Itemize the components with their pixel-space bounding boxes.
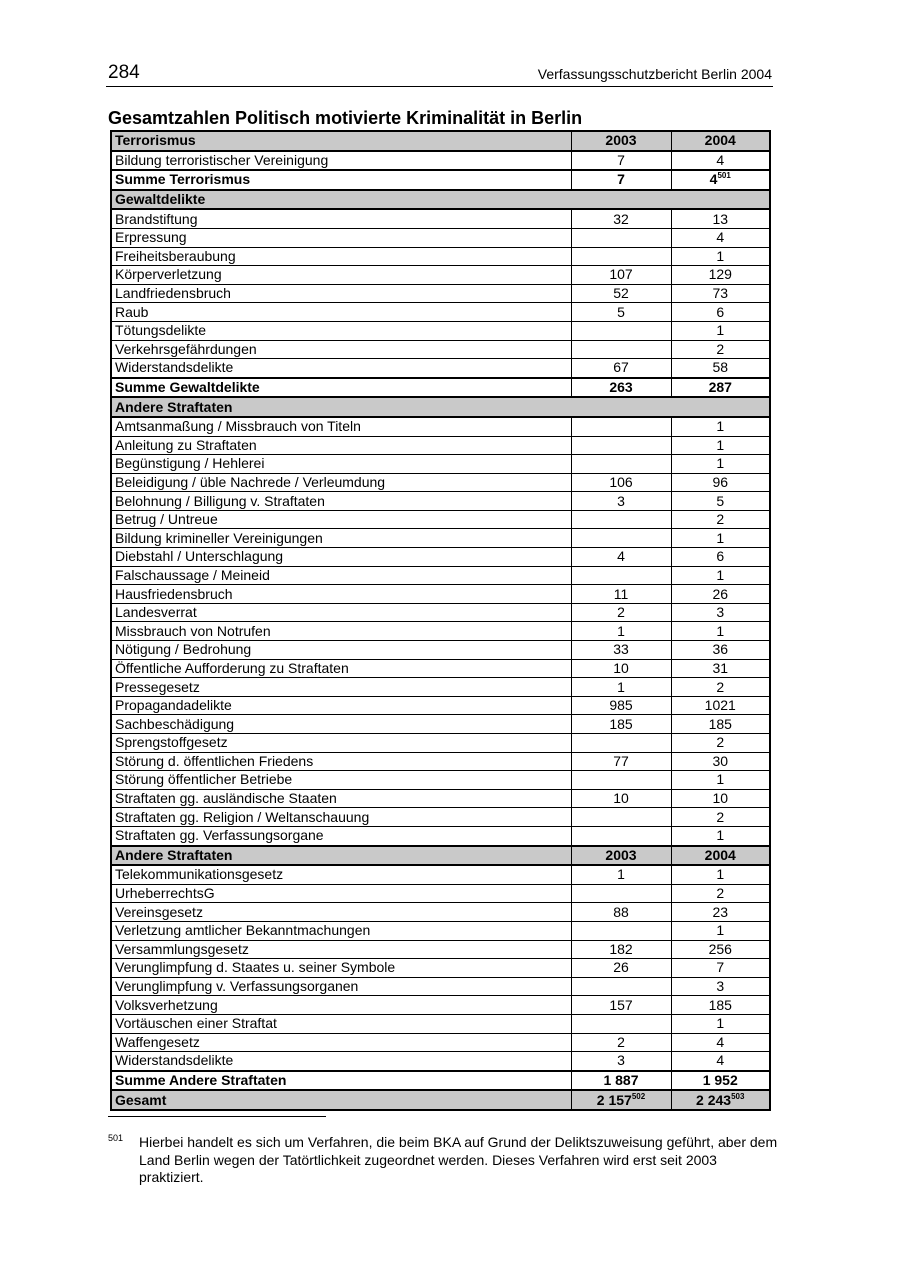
table-row bbox=[111, 417, 770, 436]
table-row bbox=[111, 529, 770, 548]
value-2003: 11 bbox=[571, 585, 671, 604]
row-label: Hausfriedensbruch bbox=[111, 585, 571, 604]
value-2004: 2004 bbox=[671, 846, 770, 866]
value-2004: 6 bbox=[671, 303, 770, 322]
value-2003: 3 bbox=[571, 492, 671, 511]
row-label: Telekommunikationsgesetz bbox=[111, 865, 571, 884]
value-2003: 1 bbox=[571, 622, 671, 641]
value-2003 bbox=[571, 321, 671, 340]
row-label: Vereinsgesetz bbox=[111, 903, 571, 922]
row-label: Begünstigung / Hehlerei bbox=[111, 455, 571, 474]
value-2003 bbox=[571, 771, 671, 790]
value-2004: 58 bbox=[671, 359, 770, 378]
value-2004: 1 bbox=[671, 455, 770, 474]
row-label: Summe Gewaltdelikte bbox=[111, 378, 571, 398]
value-2003 bbox=[571, 826, 671, 845]
row-label: Anleitung zu Straftaten bbox=[111, 436, 571, 455]
footnote-reference: 501 bbox=[717, 171, 731, 181]
value-2004: 36 bbox=[671, 641, 770, 660]
value-2004: 1 bbox=[671, 921, 770, 940]
value-2004: 73 bbox=[671, 284, 770, 303]
row-label: Pressegesetz bbox=[111, 678, 571, 697]
row-label: Bildung terroristischer Vereinigung bbox=[111, 151, 571, 171]
value-2004: 1 bbox=[671, 865, 770, 884]
value-2004: 96 bbox=[671, 473, 770, 492]
table-row bbox=[111, 1052, 770, 1071]
value-2003: 263 bbox=[571, 378, 671, 398]
value-2004: 26 bbox=[671, 585, 770, 604]
table-row bbox=[111, 734, 770, 753]
value-2003: 52 bbox=[571, 284, 671, 303]
row-label: Amtsanmaßung / Missbrauch von Titeln bbox=[111, 417, 571, 436]
header-row bbox=[111, 846, 770, 866]
row-label: Versammlungsgesetz bbox=[111, 940, 571, 959]
value-2004: 287 bbox=[671, 378, 770, 398]
row-label: Straftaten gg. Religion / Weltanschauung bbox=[111, 808, 571, 827]
row-label: Falschaussage / Meineid bbox=[111, 566, 571, 585]
table-row bbox=[111, 566, 770, 585]
value-2003 bbox=[571, 808, 671, 827]
value-2003 bbox=[571, 340, 671, 359]
table-row bbox=[111, 303, 770, 322]
value-2004: 4 bbox=[671, 228, 770, 247]
row-label: Beleidigung / üble Nachrede / Verleumdung bbox=[111, 473, 571, 492]
table-row bbox=[111, 659, 770, 678]
table-row bbox=[111, 548, 770, 567]
value-2003 bbox=[571, 566, 671, 585]
table-row bbox=[111, 826, 770, 845]
value-2004: 30 bbox=[671, 752, 770, 771]
table-row bbox=[111, 678, 770, 697]
table-row bbox=[111, 603, 770, 622]
value-2003 bbox=[571, 529, 671, 548]
row-label: Verkehrsgefährdungen bbox=[111, 340, 571, 359]
row-label: Volksverhetzung bbox=[111, 996, 571, 1015]
table-row bbox=[111, 622, 770, 641]
row-label: Straftaten gg. Verfassungsorgane bbox=[111, 826, 571, 845]
row-label: Störung öffentlicher Betriebe bbox=[111, 771, 571, 790]
footnote-reference: 503 bbox=[731, 1091, 745, 1101]
value-2003: 106 bbox=[571, 473, 671, 492]
row-label: Sprengstoffgesetz bbox=[111, 734, 571, 753]
table-row bbox=[111, 884, 770, 903]
table-row bbox=[111, 771, 770, 790]
row-label: Erpressung bbox=[111, 228, 571, 247]
value-2003 bbox=[571, 455, 671, 474]
row-label: Propagandadelikte bbox=[111, 696, 571, 715]
table-row bbox=[111, 1014, 770, 1033]
statistics-table bbox=[110, 130, 771, 1111]
table-row bbox=[111, 940, 770, 959]
value-2003: 88 bbox=[571, 903, 671, 922]
table-row bbox=[111, 921, 770, 940]
value-2004: 1 bbox=[671, 622, 770, 641]
table-row bbox=[111, 959, 770, 978]
table-row bbox=[111, 228, 770, 247]
footnote-mark: 501 bbox=[108, 1133, 124, 1143]
value-2003: 2 $157^{502}$ bbox=[571, 1090, 671, 1110]
table-row bbox=[111, 284, 770, 303]
value-2004: 256 bbox=[671, 940, 770, 959]
section-header-row bbox=[111, 397, 770, 417]
value-2003: 985 bbox=[571, 696, 671, 715]
row-label: Tötungsdelikte bbox=[111, 321, 571, 340]
value-2003: 33 bbox=[571, 641, 671, 660]
footnote-text: Hierbei handelt es sich um Verfahren, die beim BKA auf Grund der Deliktszuweisung geführt, aber dem Land Berlin wegen der Tatörtlichkeit zugeordnet werden. Dieses Verfahren wird erst seit 2003 praktiziert. bbox=[139, 1134, 778, 1185]
row-label: Brandstiftung bbox=[111, 209, 571, 228]
table-row bbox=[111, 808, 770, 827]
value-2003: 10 bbox=[571, 659, 671, 678]
row-label: Betrug / Untreue bbox=[111, 510, 571, 529]
value-2003 bbox=[571, 734, 671, 753]
value-2004: 1 952 bbox=[671, 1071, 770, 1091]
value-2003 bbox=[571, 417, 671, 436]
row-label: Waffengesetz bbox=[111, 1033, 571, 1052]
row-label: Widerstandsdelikte bbox=[111, 1052, 571, 1071]
sum-row bbox=[111, 378, 770, 398]
running-head: Verfassungsschutzbericht Berlin 2004 bbox=[537, 66, 772, 82]
total-row bbox=[111, 1090, 770, 1110]
table-row bbox=[111, 585, 770, 604]
value-2003: 5 bbox=[571, 303, 671, 322]
value-2003: 10 bbox=[571, 789, 671, 808]
value-2003: 32 bbox=[571, 209, 671, 228]
table-row bbox=[111, 436, 770, 455]
value-2004: 23 bbox=[671, 903, 770, 922]
value-2003 bbox=[571, 921, 671, 940]
row-label: Vortäuschen einer Straftat bbox=[111, 1014, 571, 1033]
value-2003: 7 bbox=[571, 151, 671, 171]
value-2004: 5 bbox=[671, 492, 770, 511]
value-2004: 1 bbox=[671, 529, 770, 548]
value-2003 bbox=[571, 247, 671, 266]
value-2003: 1 bbox=[571, 678, 671, 697]
table-row bbox=[111, 510, 770, 529]
value-2004: 1 bbox=[671, 1014, 770, 1033]
row-label: Bildung krimineller Vereinigungen bbox=[111, 529, 571, 548]
row-label: Widerstandsdelikte bbox=[111, 359, 571, 378]
row-label: Landesverrat bbox=[111, 603, 571, 622]
value-2004: 1 bbox=[671, 321, 770, 340]
section-header-row bbox=[111, 190, 770, 210]
row-label: Straftaten gg. ausländische Staaten bbox=[111, 789, 571, 808]
row-label: Gewaltdelikte bbox=[111, 190, 770, 210]
table-row bbox=[111, 321, 770, 340]
table-row bbox=[111, 340, 770, 359]
table-row bbox=[111, 492, 770, 511]
value-2004: 4 bbox=[671, 1033, 770, 1052]
value-2004: 1021 bbox=[671, 696, 770, 715]
row-label: Missbrauch von Notrufen bbox=[111, 622, 571, 641]
value-2003: 2 bbox=[571, 603, 671, 622]
row-label: Terrorismus bbox=[111, 131, 571, 151]
table-row bbox=[111, 865, 770, 884]
row-label: Andere Straftaten bbox=[111, 397, 770, 417]
value-2003: 2003 bbox=[571, 846, 671, 866]
row-label: Freiheitsberaubung bbox=[111, 247, 571, 266]
value-2004: 7 bbox=[671, 959, 770, 978]
row-label: UrheberrechtsG bbox=[111, 884, 571, 903]
row-label: Landfriedensbruch bbox=[111, 284, 571, 303]
table-row bbox=[111, 473, 770, 492]
value-2003: 1 887 bbox=[571, 1071, 671, 1091]
value-2004: 185 bbox=[671, 715, 770, 734]
value-2003: 1 bbox=[571, 865, 671, 884]
value-2003: 3 bbox=[571, 1052, 671, 1071]
value-2004: 2 bbox=[671, 734, 770, 753]
value-2004: 2 bbox=[671, 340, 770, 359]
row-label: Verletzung amtlicher Bekanntmachungen bbox=[111, 921, 571, 940]
value-2004: 2 bbox=[671, 884, 770, 903]
table-row bbox=[111, 1033, 770, 1052]
table-row bbox=[111, 151, 770, 171]
value-2004: 1 bbox=[671, 826, 770, 845]
sum-row bbox=[111, 1071, 770, 1091]
row-label: Störung d. öffentlichen Friedens bbox=[111, 752, 571, 771]
table-row bbox=[111, 789, 770, 808]
value-2004: 129 bbox=[671, 266, 770, 285]
table-row bbox=[111, 715, 770, 734]
row-label: Verunglimpfung v. Verfassungsorganen bbox=[111, 977, 571, 996]
row-label: Summe Terrorismus bbox=[111, 170, 571, 190]
table-row bbox=[111, 903, 770, 922]
row-label: Diebstahl / Unterschlagung bbox=[111, 548, 571, 567]
value-2004: 185 bbox=[671, 996, 770, 1015]
row-label: Gesamt bbox=[111, 1090, 571, 1110]
table-row bbox=[111, 996, 770, 1015]
value-2003: 2 bbox=[571, 1033, 671, 1052]
header-rule bbox=[106, 86, 773, 87]
table-row bbox=[111, 977, 770, 996]
value-2004: 31 bbox=[671, 659, 770, 678]
footnote-reference: 502 bbox=[631, 1091, 646, 1101]
value-2004: 1 bbox=[671, 771, 770, 790]
value-2004: 4 bbox=[671, 151, 770, 171]
value-2003: 67 bbox=[571, 359, 671, 378]
value-2004: 1 bbox=[671, 436, 770, 455]
value-2004: 2 $243^{503}$ bbox=[671, 1090, 770, 1110]
value-2003: 4 bbox=[571, 548, 671, 567]
sum-row bbox=[111, 170, 770, 190]
value-2003 bbox=[571, 884, 671, 903]
row-label: Belohnung / Billigung v. Straftaten bbox=[111, 492, 571, 511]
row-label: Raub bbox=[111, 303, 571, 322]
value-2003: 157 bbox=[571, 996, 671, 1015]
row-label: Andere Straftaten bbox=[111, 846, 571, 866]
value-2003: 7 bbox=[571, 170, 671, 190]
header-row bbox=[111, 131, 770, 151]
value-2004: 2 bbox=[671, 510, 770, 529]
value-2003: 185 bbox=[571, 715, 671, 734]
table-title: Gesamtzahlen Politisch motivierte Kriminalität in Berlin bbox=[108, 108, 583, 128]
value-2004: 2004 bbox=[671, 131, 770, 151]
row-label: Körperverletzung bbox=[111, 266, 571, 285]
table-row bbox=[111, 455, 770, 474]
row-label: Öffentliche Aufforderung zu Straftaten bbox=[111, 659, 571, 678]
value-2003: 107 bbox=[571, 266, 671, 285]
value-2003 bbox=[571, 436, 671, 455]
table-row bbox=[111, 266, 770, 285]
value-2004: 3 bbox=[671, 977, 770, 996]
value-2003 bbox=[571, 1014, 671, 1033]
row-label: Verunglimpfung d. Staates u. seiner Symbole bbox=[111, 959, 571, 978]
table-row bbox=[111, 209, 770, 228]
value-2003: 77 bbox=[571, 752, 671, 771]
value-2003: 2003 bbox=[571, 131, 671, 151]
table-row bbox=[111, 359, 770, 378]
table-row bbox=[111, 641, 770, 660]
table-row bbox=[111, 752, 770, 771]
row-label: Nötigung / Bedrohung bbox=[111, 641, 571, 660]
value-2003: 182 bbox=[571, 940, 671, 959]
row-label: Summe Andere Straftaten bbox=[111, 1071, 571, 1091]
footnote-rule bbox=[108, 1116, 326, 1117]
row-label: Sachbeschädigung bbox=[111, 715, 571, 734]
value-2004: $4^{501}$ bbox=[671, 170, 770, 190]
page-number: 284 bbox=[108, 62, 140, 83]
value-2004: 2 bbox=[671, 678, 770, 697]
table-row bbox=[111, 696, 770, 715]
value-2004: 13 bbox=[671, 209, 770, 228]
value-2003 bbox=[571, 228, 671, 247]
value-2003 bbox=[571, 977, 671, 996]
value-2004: 2 bbox=[671, 808, 770, 827]
value-2004: 1 bbox=[671, 417, 770, 436]
value-2004: 4 bbox=[671, 1052, 770, 1071]
value-2004: 6 bbox=[671, 548, 770, 567]
value-2003 bbox=[571, 510, 671, 529]
value-2004: 3 bbox=[671, 603, 770, 622]
value-2003: 26 bbox=[571, 959, 671, 978]
value-2004: 1 bbox=[671, 566, 770, 585]
table-row bbox=[111, 247, 770, 266]
value-2004: 10 bbox=[671, 789, 770, 808]
value-2004: 1 bbox=[671, 247, 770, 266]
